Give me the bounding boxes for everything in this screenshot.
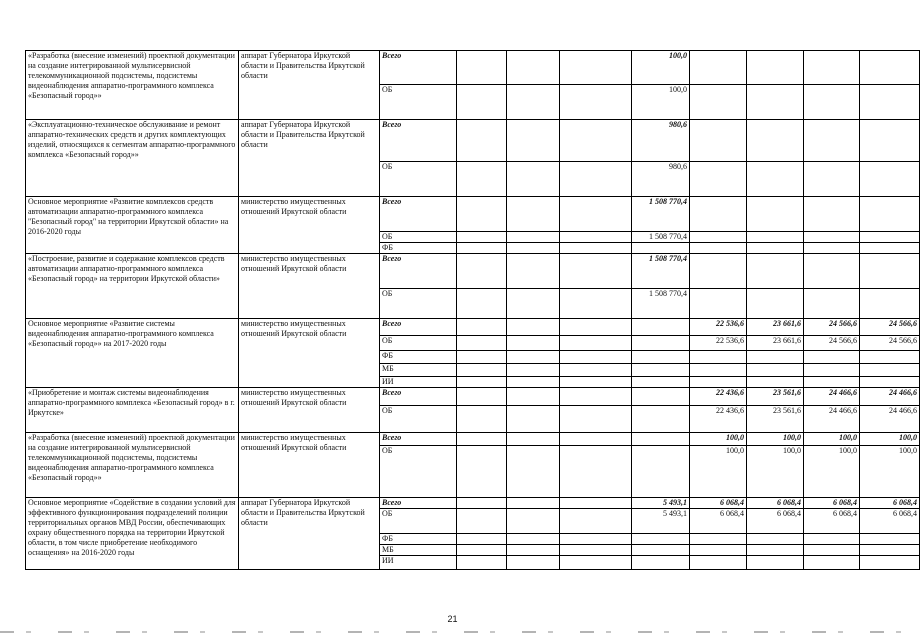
amount-cell (457, 197, 507, 232)
amount-cell: 980,6 (632, 120, 690, 162)
amount-cell: 6 068,4 (860, 498, 920, 509)
amount-cell (560, 243, 632, 254)
amount-cell: 24 566,6 (860, 336, 920, 351)
activity-name: «Построение, развитие и содержание комплексов средств автоматизации аппаратно-программного комплекса «Безопасный город» на территории Иркутской области» (26, 254, 239, 319)
amount-cell (690, 351, 747, 364)
amount-cell (457, 243, 507, 254)
amount-cell (507, 433, 560, 446)
funding-source: ОБ (380, 509, 457, 534)
amount-cell: 24 466,6 (804, 406, 860, 433)
amount-cell (747, 232, 804, 243)
amount-cell (560, 377, 632, 388)
funding-source: ФБ (380, 351, 457, 364)
amount-cell (507, 243, 560, 254)
amount-cell (560, 162, 632, 197)
table-row (26, 51, 920, 85)
amount-cell: 5 493,1 (632, 498, 690, 509)
amount-cell: 100,0 (804, 446, 860, 498)
amount-cell (560, 545, 632, 556)
amount-cell (457, 534, 507, 545)
amount-cell (457, 120, 507, 162)
amount-cell (632, 388, 690, 406)
amount-cell (747, 120, 804, 162)
executor-name: аппарат Губернатора Иркутской области и Правительства Иркутской области (239, 51, 380, 120)
amount-cell (860, 120, 920, 162)
amount-cell: 22 436,6 (690, 388, 747, 406)
executor-name: министерство имущественных отношений Иркутской области (239, 254, 380, 319)
activity-name: Основное мероприятие «Развитие системы видеонаблюдения аппаратно-программного комплекса «Безопасный город»» на 2017-2020 годы (26, 319, 239, 388)
amount-cell (747, 162, 804, 197)
amount-cell: 6 068,4 (690, 498, 747, 509)
amount-cell (747, 545, 804, 556)
amount-cell (804, 51, 860, 85)
funding-source: Всего (380, 498, 457, 509)
amount-cell (560, 433, 632, 446)
amount-cell (507, 556, 560, 570)
funding-source: Всего (380, 254, 457, 289)
amount-cell (860, 351, 920, 364)
amount-cell: 23 561,6 (747, 388, 804, 406)
executor-name: министерство имущественных отношений Иркутской области (239, 319, 380, 388)
amount-cell (457, 377, 507, 388)
amount-cell (690, 254, 747, 289)
amount-cell (860, 364, 920, 377)
funding-source: ФБ (380, 534, 457, 545)
funding-source: Всего (380, 120, 457, 162)
amount-cell (690, 232, 747, 243)
amount-cell: 100,0 (747, 433, 804, 446)
funding-source: Всего (380, 319, 457, 336)
funding-source: Всего (380, 433, 457, 446)
amount-cell: 24 566,6 (860, 319, 920, 336)
amount-cell (690, 545, 747, 556)
table-row (26, 197, 920, 232)
executor-name: министерство имущественных отношений Иркутской области (239, 388, 380, 433)
amount-cell: 5 493,1 (632, 509, 690, 534)
amount-cell (560, 534, 632, 545)
amount-cell: 100,0 (804, 433, 860, 446)
funding-source: ИИ (380, 556, 457, 570)
amount-cell (560, 319, 632, 336)
table-body (26, 51, 920, 570)
amount-cell (690, 197, 747, 232)
funding-source: ОБ (380, 289, 457, 319)
amount-cell (560, 51, 632, 85)
amount-cell (507, 509, 560, 534)
amount-cell (690, 120, 747, 162)
amount-cell (560, 388, 632, 406)
amount-cell: 1 508 770,4 (632, 232, 690, 243)
amount-cell (560, 336, 632, 351)
amount-cell (507, 254, 560, 289)
amount-cell (457, 351, 507, 364)
amount-cell (860, 85, 920, 120)
amount-cell (457, 85, 507, 120)
amount-cell (690, 243, 747, 254)
amount-cell: 24 466,6 (860, 388, 920, 406)
amount-cell (507, 351, 560, 364)
amount-cell (804, 254, 860, 289)
amount-cell (632, 446, 690, 498)
amount-cell (632, 545, 690, 556)
amount-cell (804, 162, 860, 197)
funding-source: МБ (380, 545, 457, 556)
amount-cell (860, 51, 920, 85)
amount-cell (804, 534, 860, 545)
table-row (26, 433, 920, 446)
amount-cell (632, 364, 690, 377)
amount-cell (632, 433, 690, 446)
activity-name: «Эксплуатационно-техническое обслуживание и ремонт аппаратно-технических средств и других комплектующих изделий, относящихся к сегментам аппаратно-программного комплекса «Безопасный город»» (26, 120, 239, 197)
amount-cell: 23 561,6 (747, 406, 804, 433)
funding-source: ФБ (380, 243, 457, 254)
amount-cell (632, 377, 690, 388)
funding-source: Всего (380, 388, 457, 406)
amount-cell (860, 556, 920, 570)
amount-cell (804, 556, 860, 570)
amount-cell (804, 545, 860, 556)
amount-cell: 23 661,6 (747, 319, 804, 336)
amount-cell: 6 068,4 (690, 509, 747, 534)
amount-cell: 1 508 770,4 (632, 254, 690, 289)
amount-cell (632, 351, 690, 364)
amount-cell (804, 377, 860, 388)
activity-name: «Приобретение и монтаж системы видеонаблюдения аппаратно-программного комплекса «Безопасный город» в г. Иркутске» (26, 388, 239, 433)
amount-cell (560, 446, 632, 498)
activity-name: «Разработка (внесение изменений) проектной документации на создание интегрированной мультисервисной телекоммуникационной подсистемы, подсистемы видеонаблюдения аппаратно-программного комплекса «Безопасный город»» (26, 51, 239, 120)
amount-cell: 24 466,6 (804, 388, 860, 406)
scan-artifact-line (0, 631, 905, 633)
amount-cell (457, 545, 507, 556)
amount-cell (560, 556, 632, 570)
amount-cell (457, 498, 507, 509)
amount-cell (804, 243, 860, 254)
page-number: 21 (447, 614, 458, 624)
amount-cell (507, 197, 560, 232)
amount-cell (457, 388, 507, 406)
amount-cell (457, 433, 507, 446)
amount-cell (632, 336, 690, 351)
table-row (26, 498, 920, 509)
amount-cell (560, 351, 632, 364)
amount-cell (860, 197, 920, 232)
amount-cell (860, 534, 920, 545)
amount-cell (457, 509, 507, 534)
amount-cell (690, 377, 747, 388)
amount-cell (560, 197, 632, 232)
amount-cell (860, 377, 920, 388)
amount-cell (632, 319, 690, 336)
amount-cell: 100,0 (632, 51, 690, 85)
executor-name: аппарат Губернатора Иркутской области и Правительства Иркутской области (239, 120, 380, 197)
amount-cell (804, 289, 860, 319)
amount-cell (690, 556, 747, 570)
amount-cell (507, 289, 560, 319)
amount-cell: 6 068,4 (804, 498, 860, 509)
amount-cell: 6 068,4 (860, 509, 920, 534)
amount-cell (747, 85, 804, 120)
amount-cell (507, 51, 560, 85)
amount-cell: 6 068,4 (804, 509, 860, 534)
amount-cell (507, 120, 560, 162)
amount-cell (457, 446, 507, 498)
executor-name: аппарат Губернатора Иркутской области и Правительства Иркутской области (239, 498, 380, 570)
amount-cell (860, 254, 920, 289)
amount-cell (457, 51, 507, 85)
funding-source: ОБ (380, 336, 457, 351)
amount-cell (457, 319, 507, 336)
amount-cell (507, 336, 560, 351)
amount-cell (507, 319, 560, 336)
amount-cell: 100,0 (747, 446, 804, 498)
amount-cell (690, 364, 747, 377)
amount-cell: 1 508 770,4 (632, 289, 690, 319)
amount-cell (632, 406, 690, 433)
amount-cell (560, 498, 632, 509)
amount-cell (804, 197, 860, 232)
funding-source: ОБ (380, 85, 457, 120)
amount-cell (747, 364, 804, 377)
amount-cell (560, 254, 632, 289)
amount-cell (560, 85, 632, 120)
amount-cell (457, 162, 507, 197)
amount-cell: 6 068,4 (747, 498, 804, 509)
amount-cell (747, 51, 804, 85)
activity-name: Основное мероприятие «Содействие в создании условий для эффективного функционирования подразделений полиции территориальных органов МВД России, обеспечивающих охрану общественного порядка на территории Иркутской области, в том числе приобретение необходимого оснащения» на 2016-2020 годы (26, 498, 239, 570)
amount-cell (507, 446, 560, 498)
amount-cell (747, 556, 804, 570)
table-row (26, 388, 920, 406)
amount-cell (804, 351, 860, 364)
amount-cell: 24 566,6 (804, 336, 860, 351)
amount-cell: 24 566,6 (804, 319, 860, 336)
amount-cell (804, 85, 860, 120)
amount-cell: 22 436,6 (690, 406, 747, 433)
funding-source: ОБ (380, 406, 457, 433)
amount-cell (747, 377, 804, 388)
funding-source: МБ (380, 364, 457, 377)
amount-cell (747, 289, 804, 319)
amount-cell (507, 388, 560, 406)
amount-cell (457, 232, 507, 243)
funding-source: ОБ (380, 232, 457, 243)
amount-cell (804, 120, 860, 162)
amount-cell: 22 536,6 (690, 319, 747, 336)
amount-cell (804, 364, 860, 377)
table-row (26, 254, 920, 289)
amount-cell (507, 377, 560, 388)
amount-cell (560, 364, 632, 377)
amount-cell: 100,0 (632, 85, 690, 120)
funding-source: ИИ (380, 377, 457, 388)
amount-cell (457, 556, 507, 570)
funding-source: Всего (380, 197, 457, 232)
amount-cell (457, 406, 507, 433)
amount-cell (747, 197, 804, 232)
amount-cell (632, 243, 690, 254)
amount-cell: 100,0 (690, 433, 747, 446)
amount-cell (690, 289, 747, 319)
executor-name: министерство имущественных отношений Иркутской области (239, 197, 380, 254)
table-row (26, 319, 920, 336)
amount-cell (457, 336, 507, 351)
amount-cell: 100,0 (690, 446, 747, 498)
amount-cell (507, 534, 560, 545)
activity-name: Основное мероприятие «Развитие комплексов средств автоматизации аппаратно-программного комплекса "Безопасный город" на территории Иркутской области» на 2016-2020 годы (26, 197, 239, 254)
amount-cell: 22 536,6 (690, 336, 747, 351)
amount-cell (560, 232, 632, 243)
amount-cell (560, 289, 632, 319)
amount-cell (690, 85, 747, 120)
amount-cell (804, 232, 860, 243)
amount-cell (690, 51, 747, 85)
amount-cell (860, 232, 920, 243)
amount-cell (860, 243, 920, 254)
amount-cell (507, 364, 560, 377)
amount-cell: 1 508 770,4 (632, 197, 690, 232)
budget-table (25, 50, 920, 570)
amount-cell (560, 509, 632, 534)
amount-cell (860, 162, 920, 197)
amount-cell (747, 351, 804, 364)
amount-cell (747, 243, 804, 254)
amount-cell: 23 661,6 (747, 336, 804, 351)
executor-name: министерство имущественных отношений Иркутской области (239, 433, 380, 498)
amount-cell (860, 545, 920, 556)
amount-cell (747, 254, 804, 289)
activity-name: «Разработка (внесение изменений) проектной документации на создание интегрированной мультисервисной телекоммуникационной подсистемы, подсистемы видеонаблюдения аппаратно-программного комплекса «Безопасный город»» (26, 433, 239, 498)
amount-cell: 6 068,4 (747, 509, 804, 534)
funding-source: Всего (380, 51, 457, 85)
amount-cell (560, 120, 632, 162)
amount-cell (507, 85, 560, 120)
amount-cell (507, 498, 560, 509)
amount-cell: 24 466,6 (860, 406, 920, 433)
amount-cell (457, 289, 507, 319)
amount-cell (507, 162, 560, 197)
amount-cell (507, 232, 560, 243)
amount-cell (690, 534, 747, 545)
amount-cell (457, 254, 507, 289)
amount-cell: 100,0 (860, 433, 920, 446)
amount-cell (632, 534, 690, 545)
amount-cell (860, 289, 920, 319)
amount-cell (560, 406, 632, 433)
funding-source: ОБ (380, 162, 457, 197)
amount-cell (457, 364, 507, 377)
amount-cell (507, 545, 560, 556)
amount-cell (507, 406, 560, 433)
amount-cell (747, 534, 804, 545)
amount-cell (632, 556, 690, 570)
amount-cell (690, 162, 747, 197)
table-row (26, 120, 920, 162)
funding-source: ОБ (380, 446, 457, 498)
amount-cell: 980,6 (632, 162, 690, 197)
amount-cell: 100,0 (860, 446, 920, 498)
